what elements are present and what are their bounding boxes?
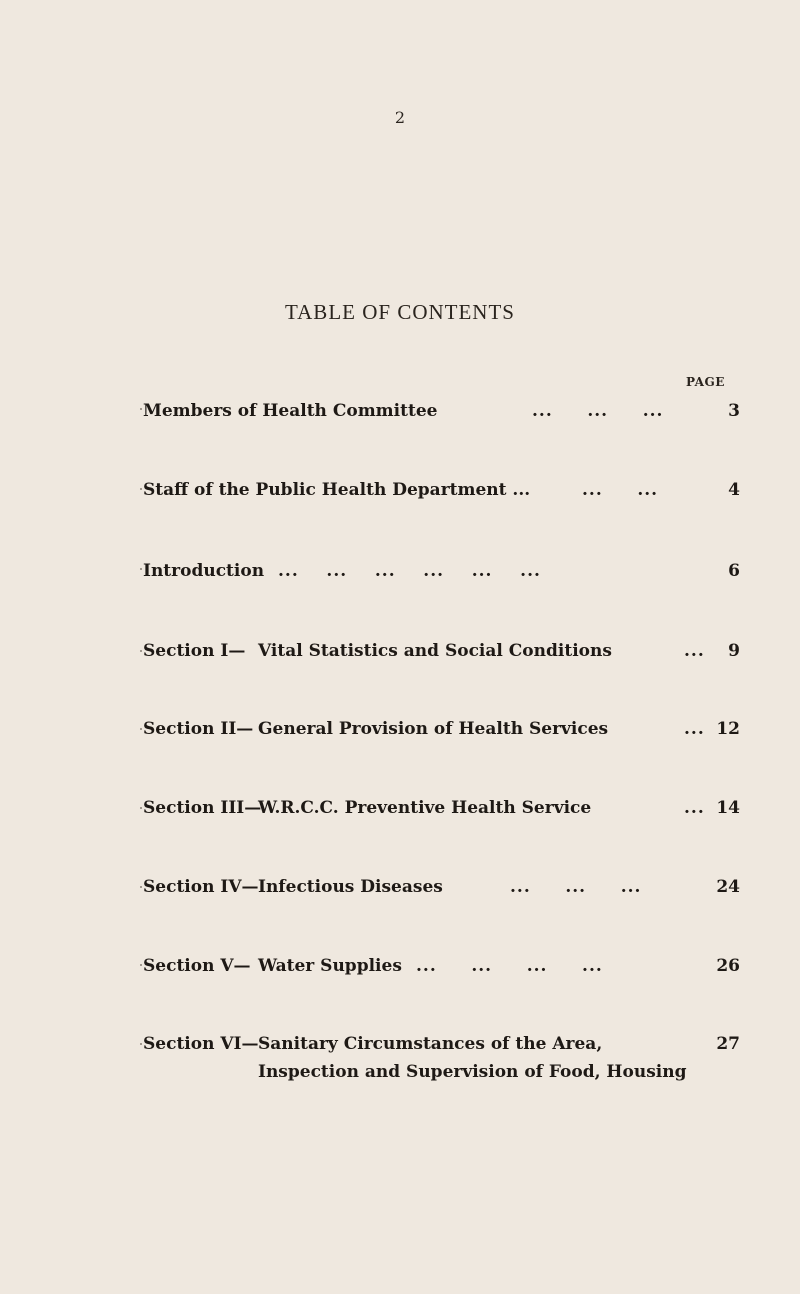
toc-entry-label: W.R.C.C. Preventive Health Service bbox=[258, 798, 592, 818]
scan-speck bbox=[140, 408, 142, 410]
toc-entry-page: 24 bbox=[716, 877, 740, 897]
scan-speck bbox=[140, 488, 142, 490]
toc-entry-page: 9 bbox=[728, 641, 740, 661]
toc-entry-page: 14 bbox=[716, 798, 740, 818]
toc-entry-label: Staff of the Public Health Department ... bbox=[143, 480, 531, 500]
toc-entry-page: 12 bbox=[716, 719, 740, 739]
scan-speck bbox=[140, 964, 142, 966]
scan-speck bbox=[140, 886, 142, 888]
toc-entry-label: Water Supplies bbox=[258, 956, 402, 976]
toc-entry-label: General Provision of Health Services bbox=[258, 719, 609, 739]
scan-speck bbox=[140, 568, 142, 570]
toc-entry-label: Members of Health Committee bbox=[143, 401, 438, 421]
toc-section-number: Section II— bbox=[143, 719, 254, 739]
toc-entry-page: 4 bbox=[728, 480, 740, 500]
toc-entry-label-continued: Inspection and Supervision of Food, Housing bbox=[258, 1062, 687, 1082]
toc-entry-page: 27 bbox=[716, 1034, 740, 1054]
toc-entry-label: Sanitary Circumstances of the Area, bbox=[258, 1034, 603, 1054]
toc-entry-leader: ... ... ... ... ... ... bbox=[278, 561, 541, 581]
toc-entry-section-6 bbox=[0, 1034, 800, 1094]
toc-entry-label: Vital Statistics and Social Conditions bbox=[258, 641, 612, 661]
scan-speck bbox=[140, 650, 142, 652]
scan-speck bbox=[140, 1043, 142, 1045]
scan-speck bbox=[140, 728, 142, 730]
toc-entry-label: Introduction bbox=[143, 561, 265, 581]
toc-section-number: Section V— bbox=[143, 956, 251, 976]
toc-entry-leader: ... bbox=[684, 641, 705, 661]
toc-entry-label: Infectious Diseases bbox=[258, 877, 443, 897]
toc-entry-page: 3 bbox=[728, 401, 740, 421]
toc-entry-page: 26 bbox=[716, 956, 740, 976]
toc-section-number: Section IV— bbox=[143, 877, 259, 897]
toc-entry-leader: ... ... ... bbox=[510, 877, 642, 897]
toc-entry-leader: ... ... ... ... bbox=[416, 956, 603, 976]
toc-section-number: Section I— bbox=[143, 641, 246, 661]
toc-section-number: Section VI— bbox=[143, 1034, 259, 1054]
toc-entry-leader: ... bbox=[684, 798, 705, 818]
toc-entry-leader: ... bbox=[684, 719, 705, 739]
page-number: 2 bbox=[394, 108, 406, 127]
page-title: TABLE OF CONTENTS bbox=[285, 300, 515, 324]
page-column-header: PAGE bbox=[686, 375, 725, 389]
scan-speck bbox=[140, 807, 142, 809]
toc-entry-page: 6 bbox=[728, 561, 740, 581]
toc-section-number: Section III— bbox=[143, 798, 262, 818]
toc-entry-leader: ... ... bbox=[582, 480, 659, 500]
toc-entry-leader: ... ... ... bbox=[532, 401, 664, 421]
